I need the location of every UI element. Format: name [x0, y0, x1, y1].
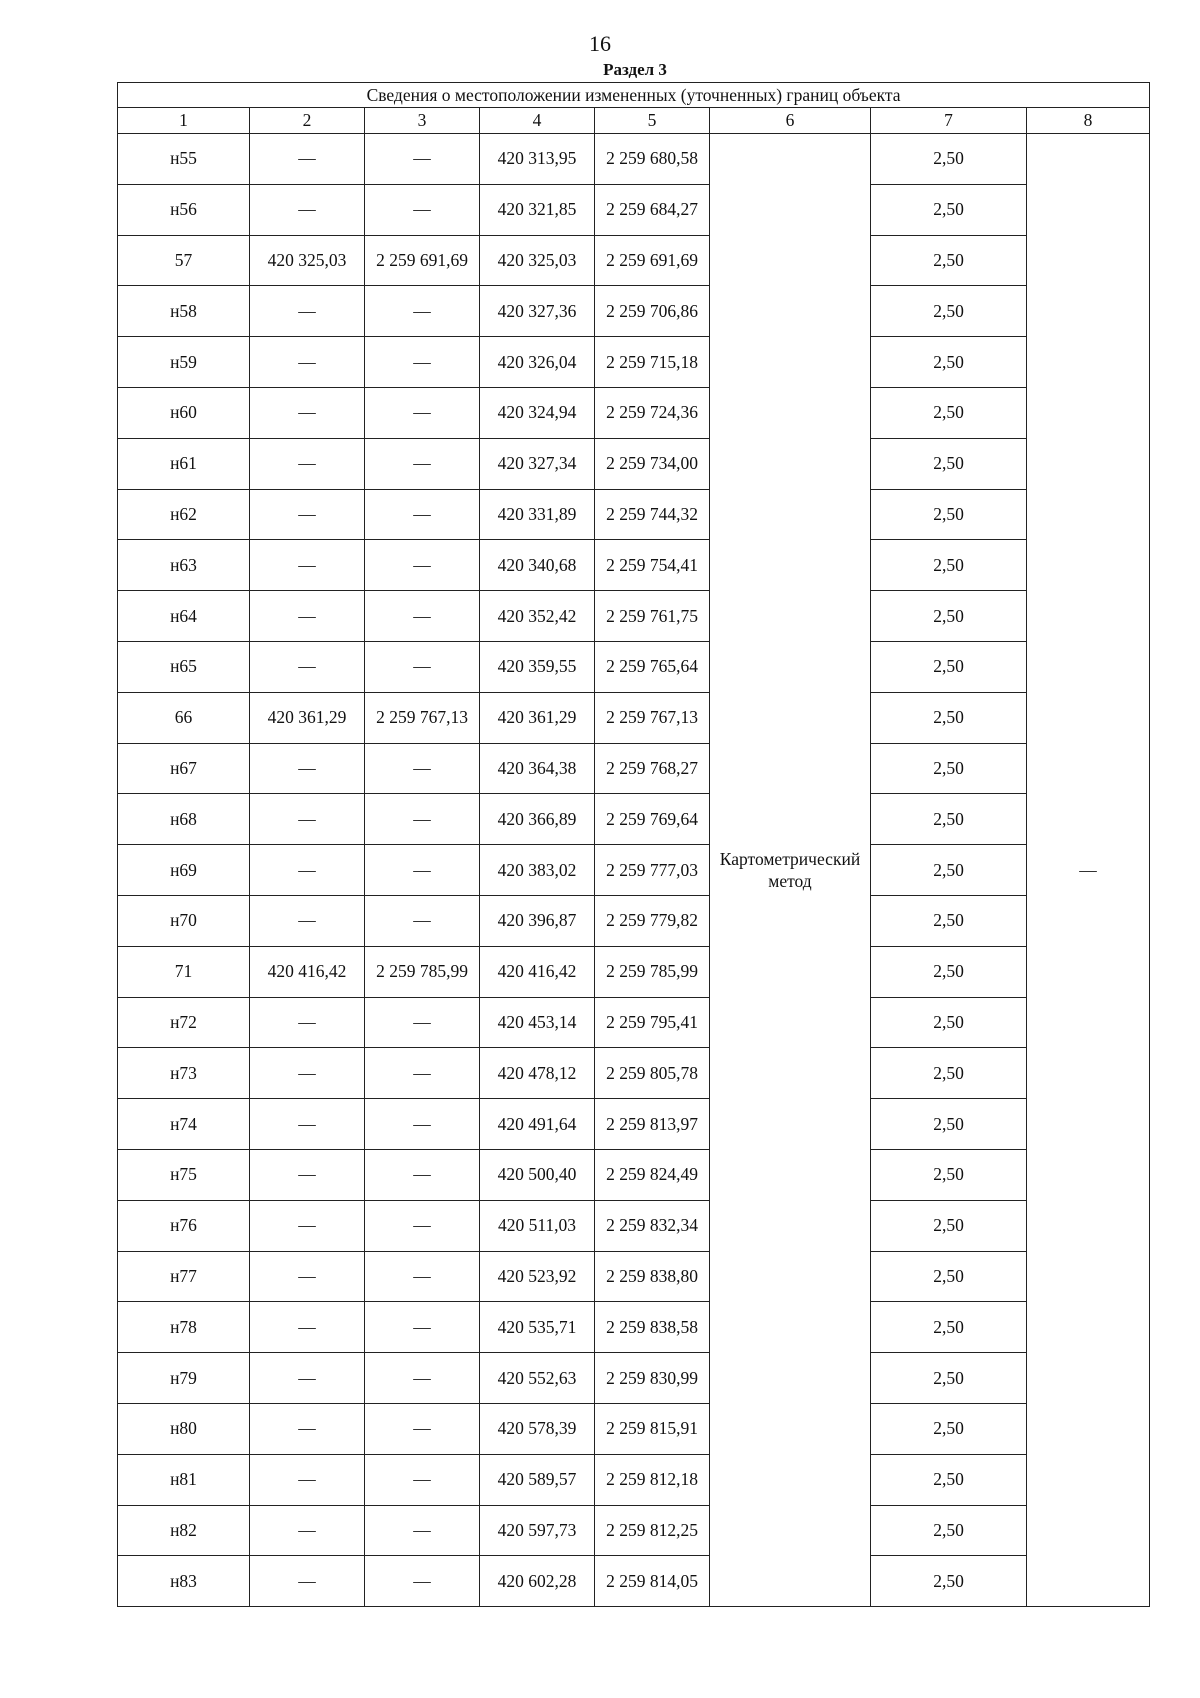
existing-x-cell: 420 416,42 — [250, 946, 365, 997]
table-row — [118, 489, 1150, 540]
table-row — [118, 794, 1150, 845]
precision-cell: 2,50 — [871, 1454, 1027, 1505]
precision-cell: 2,50 — [871, 1302, 1027, 1353]
existing-y-cell: — — [365, 1099, 480, 1150]
existing-x-cell: — — [250, 337, 365, 388]
precision-cell: 2,50 — [871, 1200, 1027, 1251]
precision-cell: 2,50 — [871, 540, 1027, 591]
new-y-cell: 2 259 812,25 — [595, 1505, 710, 1556]
table-row — [118, 286, 1150, 337]
existing-x-cell: — — [250, 591, 365, 642]
new-x-cell: 420 396,87 — [480, 895, 595, 946]
existing-x-cell: — — [250, 1505, 365, 1556]
new-y-cell: 2 259 691,69 — [595, 235, 710, 286]
table-body — [118, 134, 1150, 1607]
point-name-cell: н74 — [118, 1099, 250, 1150]
existing-y-cell: — — [365, 1149, 480, 1200]
new-y-cell: 2 259 754,41 — [595, 540, 710, 591]
precision-cell: 2,50 — [871, 134, 1027, 185]
table-row — [118, 1099, 1150, 1150]
table-caption: Сведения о местоположении измененных (уточненных) границ объекта — [118, 83, 1150, 108]
new-x-cell: 420 500,40 — [480, 1149, 595, 1200]
existing-y-cell: — — [365, 286, 480, 337]
precision-cell: 2,50 — [871, 1556, 1027, 1607]
column-header-5: 5 — [595, 108, 710, 134]
existing-x-cell: — — [250, 1099, 365, 1150]
existing-y-cell: — — [365, 591, 480, 642]
table-row — [118, 997, 1150, 1048]
table-row — [118, 1048, 1150, 1099]
existing-x-cell: — — [250, 1454, 365, 1505]
existing-x-cell: — — [250, 134, 365, 185]
new-y-cell: 2 259 815,91 — [595, 1403, 710, 1454]
table-row — [118, 235, 1150, 286]
new-y-cell: 2 259 724,36 — [595, 387, 710, 438]
new-y-cell: 2 259 832,34 — [595, 1200, 710, 1251]
new-y-cell: 2 259 814,05 — [595, 1556, 710, 1607]
section-title: Раздел 3 — [603, 60, 667, 79]
point-name-cell: н61 — [118, 438, 250, 489]
existing-y-cell: — — [365, 845, 480, 896]
new-y-cell: 2 259 830,99 — [595, 1353, 710, 1404]
point-name-cell: н58 — [118, 286, 250, 337]
new-y-cell: 2 259 715,18 — [595, 337, 710, 388]
new-y-cell: 2 259 779,82 — [595, 895, 710, 946]
existing-y-cell: — — [365, 997, 480, 1048]
new-x-cell: 420 589,57 — [480, 1454, 595, 1505]
new-x-cell: 420 523,92 — [480, 1251, 595, 1302]
existing-y-cell: — — [365, 134, 480, 185]
existing-x-cell: — — [250, 1200, 365, 1251]
new-x-cell: 420 364,38 — [480, 743, 595, 794]
column-header-7: 7 — [871, 108, 1027, 134]
point-name-cell: н78 — [118, 1302, 250, 1353]
existing-y-cell: — — [365, 540, 480, 591]
point-name-cell: н55 — [118, 134, 250, 185]
existing-x-cell: — — [250, 895, 365, 946]
new-x-cell: 420 491,64 — [480, 1099, 595, 1150]
existing-x-cell: — — [250, 1251, 365, 1302]
existing-x-cell: — — [250, 1149, 365, 1200]
new-x-cell: 420 321,85 — [480, 184, 595, 235]
existing-y-cell: — — [365, 1048, 480, 1099]
new-x-cell: 420 511,03 — [480, 1200, 595, 1251]
new-y-cell: 2 259 812,18 — [595, 1454, 710, 1505]
precision-cell: 2,50 — [871, 1353, 1027, 1404]
existing-x-cell: — — [250, 184, 365, 235]
precision-cell: 2,50 — [871, 895, 1027, 946]
new-y-cell: 2 259 744,32 — [595, 489, 710, 540]
existing-y-cell: — — [365, 1403, 480, 1454]
existing-x-cell: — — [250, 1048, 365, 1099]
new-x-cell: 420 453,14 — [480, 997, 595, 1048]
existing-y-cell: — — [365, 895, 480, 946]
table-row — [118, 438, 1150, 489]
column-header-3: 3 — [365, 108, 480, 134]
table-row — [118, 134, 1150, 185]
point-name-cell: н62 — [118, 489, 250, 540]
new-y-cell: 2 259 805,78 — [595, 1048, 710, 1099]
new-y-cell: 2 259 734,00 — [595, 438, 710, 489]
new-x-cell: 420 325,03 — [480, 235, 595, 286]
precision-cell: 2,50 — [871, 184, 1027, 235]
table-row — [118, 692, 1150, 743]
point-name-cell: 57 — [118, 235, 250, 286]
new-x-cell: 420 359,55 — [480, 641, 595, 692]
existing-x-cell: — — [250, 1556, 365, 1607]
new-x-cell: 420 383,02 — [480, 845, 595, 896]
existing-y-cell: 2 259 785,99 — [365, 946, 480, 997]
existing-x-cell: — — [250, 438, 365, 489]
point-name-cell: н77 — [118, 1251, 250, 1302]
existing-y-cell: — — [365, 489, 480, 540]
column-header-2: 2 — [250, 108, 365, 134]
column8-cell: — — [1027, 134, 1150, 1607]
existing-x-cell: — — [250, 1353, 365, 1404]
existing-y-cell: 2 259 767,13 — [365, 692, 480, 743]
table-caption-row — [118, 83, 1150, 108]
new-y-cell: 2 259 769,64 — [595, 794, 710, 845]
existing-x-cell: — — [250, 489, 365, 540]
precision-cell: 2,50 — [871, 997, 1027, 1048]
table-row — [118, 1353, 1150, 1404]
point-name-cell: н59 — [118, 337, 250, 388]
precision-cell: 2,50 — [871, 235, 1027, 286]
new-x-cell: 420 578,39 — [480, 1403, 595, 1454]
point-name-cell: н63 — [118, 540, 250, 591]
new-x-cell: 420 352,42 — [480, 591, 595, 642]
existing-x-cell: — — [250, 387, 365, 438]
table-row — [118, 591, 1150, 642]
existing-y-cell: — — [365, 641, 480, 692]
new-y-cell: 2 259 767,13 — [595, 692, 710, 743]
precision-cell: 2,50 — [871, 845, 1027, 896]
precision-cell: 2,50 — [871, 489, 1027, 540]
new-y-cell: 2 259 813,97 — [595, 1099, 710, 1150]
existing-x-cell: — — [250, 845, 365, 896]
existing-x-cell: 420 325,03 — [250, 235, 365, 286]
new-y-cell: 2 259 824,49 — [595, 1149, 710, 1200]
precision-cell: 2,50 — [871, 692, 1027, 743]
new-x-cell: 420 535,71 — [480, 1302, 595, 1353]
table-row — [118, 1454, 1150, 1505]
precision-cell: 2,50 — [871, 641, 1027, 692]
point-name-cell: н82 — [118, 1505, 250, 1556]
new-y-cell: 2 259 765,64 — [595, 641, 710, 692]
existing-y-cell: — — [365, 1353, 480, 1404]
point-name-cell: н73 — [118, 1048, 250, 1099]
new-x-cell: 420 327,34 — [480, 438, 595, 489]
point-name-cell: н76 — [118, 1200, 250, 1251]
precision-cell: 2,50 — [871, 946, 1027, 997]
table-row — [118, 540, 1150, 591]
method-cell: Картометрический метод — [710, 134, 871, 1607]
table-row — [118, 1302, 1150, 1353]
table-row — [118, 1200, 1150, 1251]
existing-x-cell: — — [250, 743, 365, 794]
existing-y-cell: — — [365, 794, 480, 845]
precision-cell: 2,50 — [871, 337, 1027, 388]
new-y-cell: 2 259 795,41 — [595, 997, 710, 1048]
new-x-cell: 420 416,42 — [480, 946, 595, 997]
existing-y-cell: — — [365, 1302, 480, 1353]
table-row — [118, 1505, 1150, 1556]
existing-y-cell: — — [365, 1454, 480, 1505]
existing-x-cell: — — [250, 997, 365, 1048]
new-x-cell: 420 340,68 — [480, 540, 595, 591]
existing-y-cell: 2 259 691,69 — [365, 235, 480, 286]
existing-y-cell: — — [365, 1556, 480, 1607]
new-y-cell: 2 259 777,03 — [595, 845, 710, 896]
existing-x-cell: — — [250, 1302, 365, 1353]
point-name-cell: н83 — [118, 1556, 250, 1607]
new-x-cell: 420 361,29 — [480, 692, 595, 743]
precision-cell: 2,50 — [871, 387, 1027, 438]
existing-y-cell: — — [365, 1200, 480, 1251]
table-row — [118, 1149, 1150, 1200]
point-name-cell: н64 — [118, 591, 250, 642]
new-y-cell: 2 259 838,80 — [595, 1251, 710, 1302]
precision-cell: 2,50 — [871, 1048, 1027, 1099]
existing-x-cell: — — [250, 641, 365, 692]
new-x-cell: 420 326,04 — [480, 337, 595, 388]
precision-cell: 2,50 — [871, 438, 1027, 489]
existing-y-cell: — — [365, 1505, 480, 1556]
existing-y-cell: — — [365, 337, 480, 388]
column-header-row — [118, 108, 1150, 134]
existing-x-cell: — — [250, 286, 365, 337]
existing-y-cell: — — [365, 743, 480, 794]
boundary-table — [117, 82, 1150, 1607]
new-y-cell: 2 259 761,75 — [595, 591, 710, 642]
precision-cell: 2,50 — [871, 591, 1027, 642]
new-x-cell: 420 602,28 — [480, 1556, 595, 1607]
point-name-cell: н67 — [118, 743, 250, 794]
precision-cell: 2,50 — [871, 743, 1027, 794]
precision-cell: 2,50 — [871, 1403, 1027, 1454]
point-name-cell: н56 — [118, 184, 250, 235]
point-name-cell: н69 — [118, 845, 250, 896]
point-name-cell: н75 — [118, 1149, 250, 1200]
point-name-cell: н68 — [118, 794, 250, 845]
point-name-cell: н80 — [118, 1403, 250, 1454]
precision-cell: 2,50 — [871, 1149, 1027, 1200]
table-row — [118, 743, 1150, 794]
table-row — [118, 895, 1150, 946]
existing-y-cell: — — [365, 387, 480, 438]
new-x-cell: 420 327,36 — [480, 286, 595, 337]
new-x-cell: 420 331,89 — [480, 489, 595, 540]
column-header-6: 6 — [710, 108, 871, 134]
existing-y-cell: — — [365, 1251, 480, 1302]
new-x-cell: 420 324,94 — [480, 387, 595, 438]
table-row — [118, 641, 1150, 692]
new-x-cell: 420 478,12 — [480, 1048, 595, 1099]
table-row — [118, 337, 1150, 388]
column-header-8: 8 — [1027, 108, 1150, 134]
new-x-cell: 420 552,63 — [480, 1353, 595, 1404]
point-name-cell: н70 — [118, 895, 250, 946]
existing-y-cell: — — [365, 184, 480, 235]
existing-x-cell: — — [250, 1403, 365, 1454]
precision-cell: 2,50 — [871, 286, 1027, 337]
existing-x-cell: — — [250, 794, 365, 845]
table-row — [118, 1403, 1150, 1454]
new-y-cell: 2 259 706,86 — [595, 286, 710, 337]
point-name-cell: н81 — [118, 1454, 250, 1505]
table-row — [118, 387, 1150, 438]
table-row — [118, 1556, 1150, 1607]
existing-y-cell: — — [365, 438, 480, 489]
new-y-cell: 2 259 768,27 — [595, 743, 710, 794]
precision-cell: 2,50 — [871, 1505, 1027, 1556]
new-y-cell: 2 259 838,58 — [595, 1302, 710, 1353]
precision-cell: 2,50 — [871, 1099, 1027, 1150]
table-row — [118, 1251, 1150, 1302]
point-name-cell: н72 — [118, 997, 250, 1048]
table-row — [118, 184, 1150, 235]
new-x-cell: 420 313,95 — [480, 134, 595, 185]
existing-x-cell: — — [250, 540, 365, 591]
point-name-cell: н60 — [118, 387, 250, 438]
existing-x-cell: 420 361,29 — [250, 692, 365, 743]
table-row — [118, 946, 1150, 997]
precision-cell: 2,50 — [871, 794, 1027, 845]
new-x-cell: 420 366,89 — [480, 794, 595, 845]
new-x-cell: 420 597,73 — [480, 1505, 595, 1556]
point-name-cell: 66 — [118, 692, 250, 743]
column-header-4: 4 — [480, 108, 595, 134]
point-name-cell: н65 — [118, 641, 250, 692]
new-y-cell: 2 259 785,99 — [595, 946, 710, 997]
table-row — [118, 845, 1150, 896]
page-number: 16 — [589, 31, 611, 56]
point-name-cell: 71 — [118, 946, 250, 997]
new-y-cell: 2 259 680,58 — [595, 134, 710, 185]
precision-cell: 2,50 — [871, 1251, 1027, 1302]
column-header-1: 1 — [118, 108, 250, 134]
new-y-cell: 2 259 684,27 — [595, 184, 710, 235]
point-name-cell: н79 — [118, 1353, 250, 1404]
